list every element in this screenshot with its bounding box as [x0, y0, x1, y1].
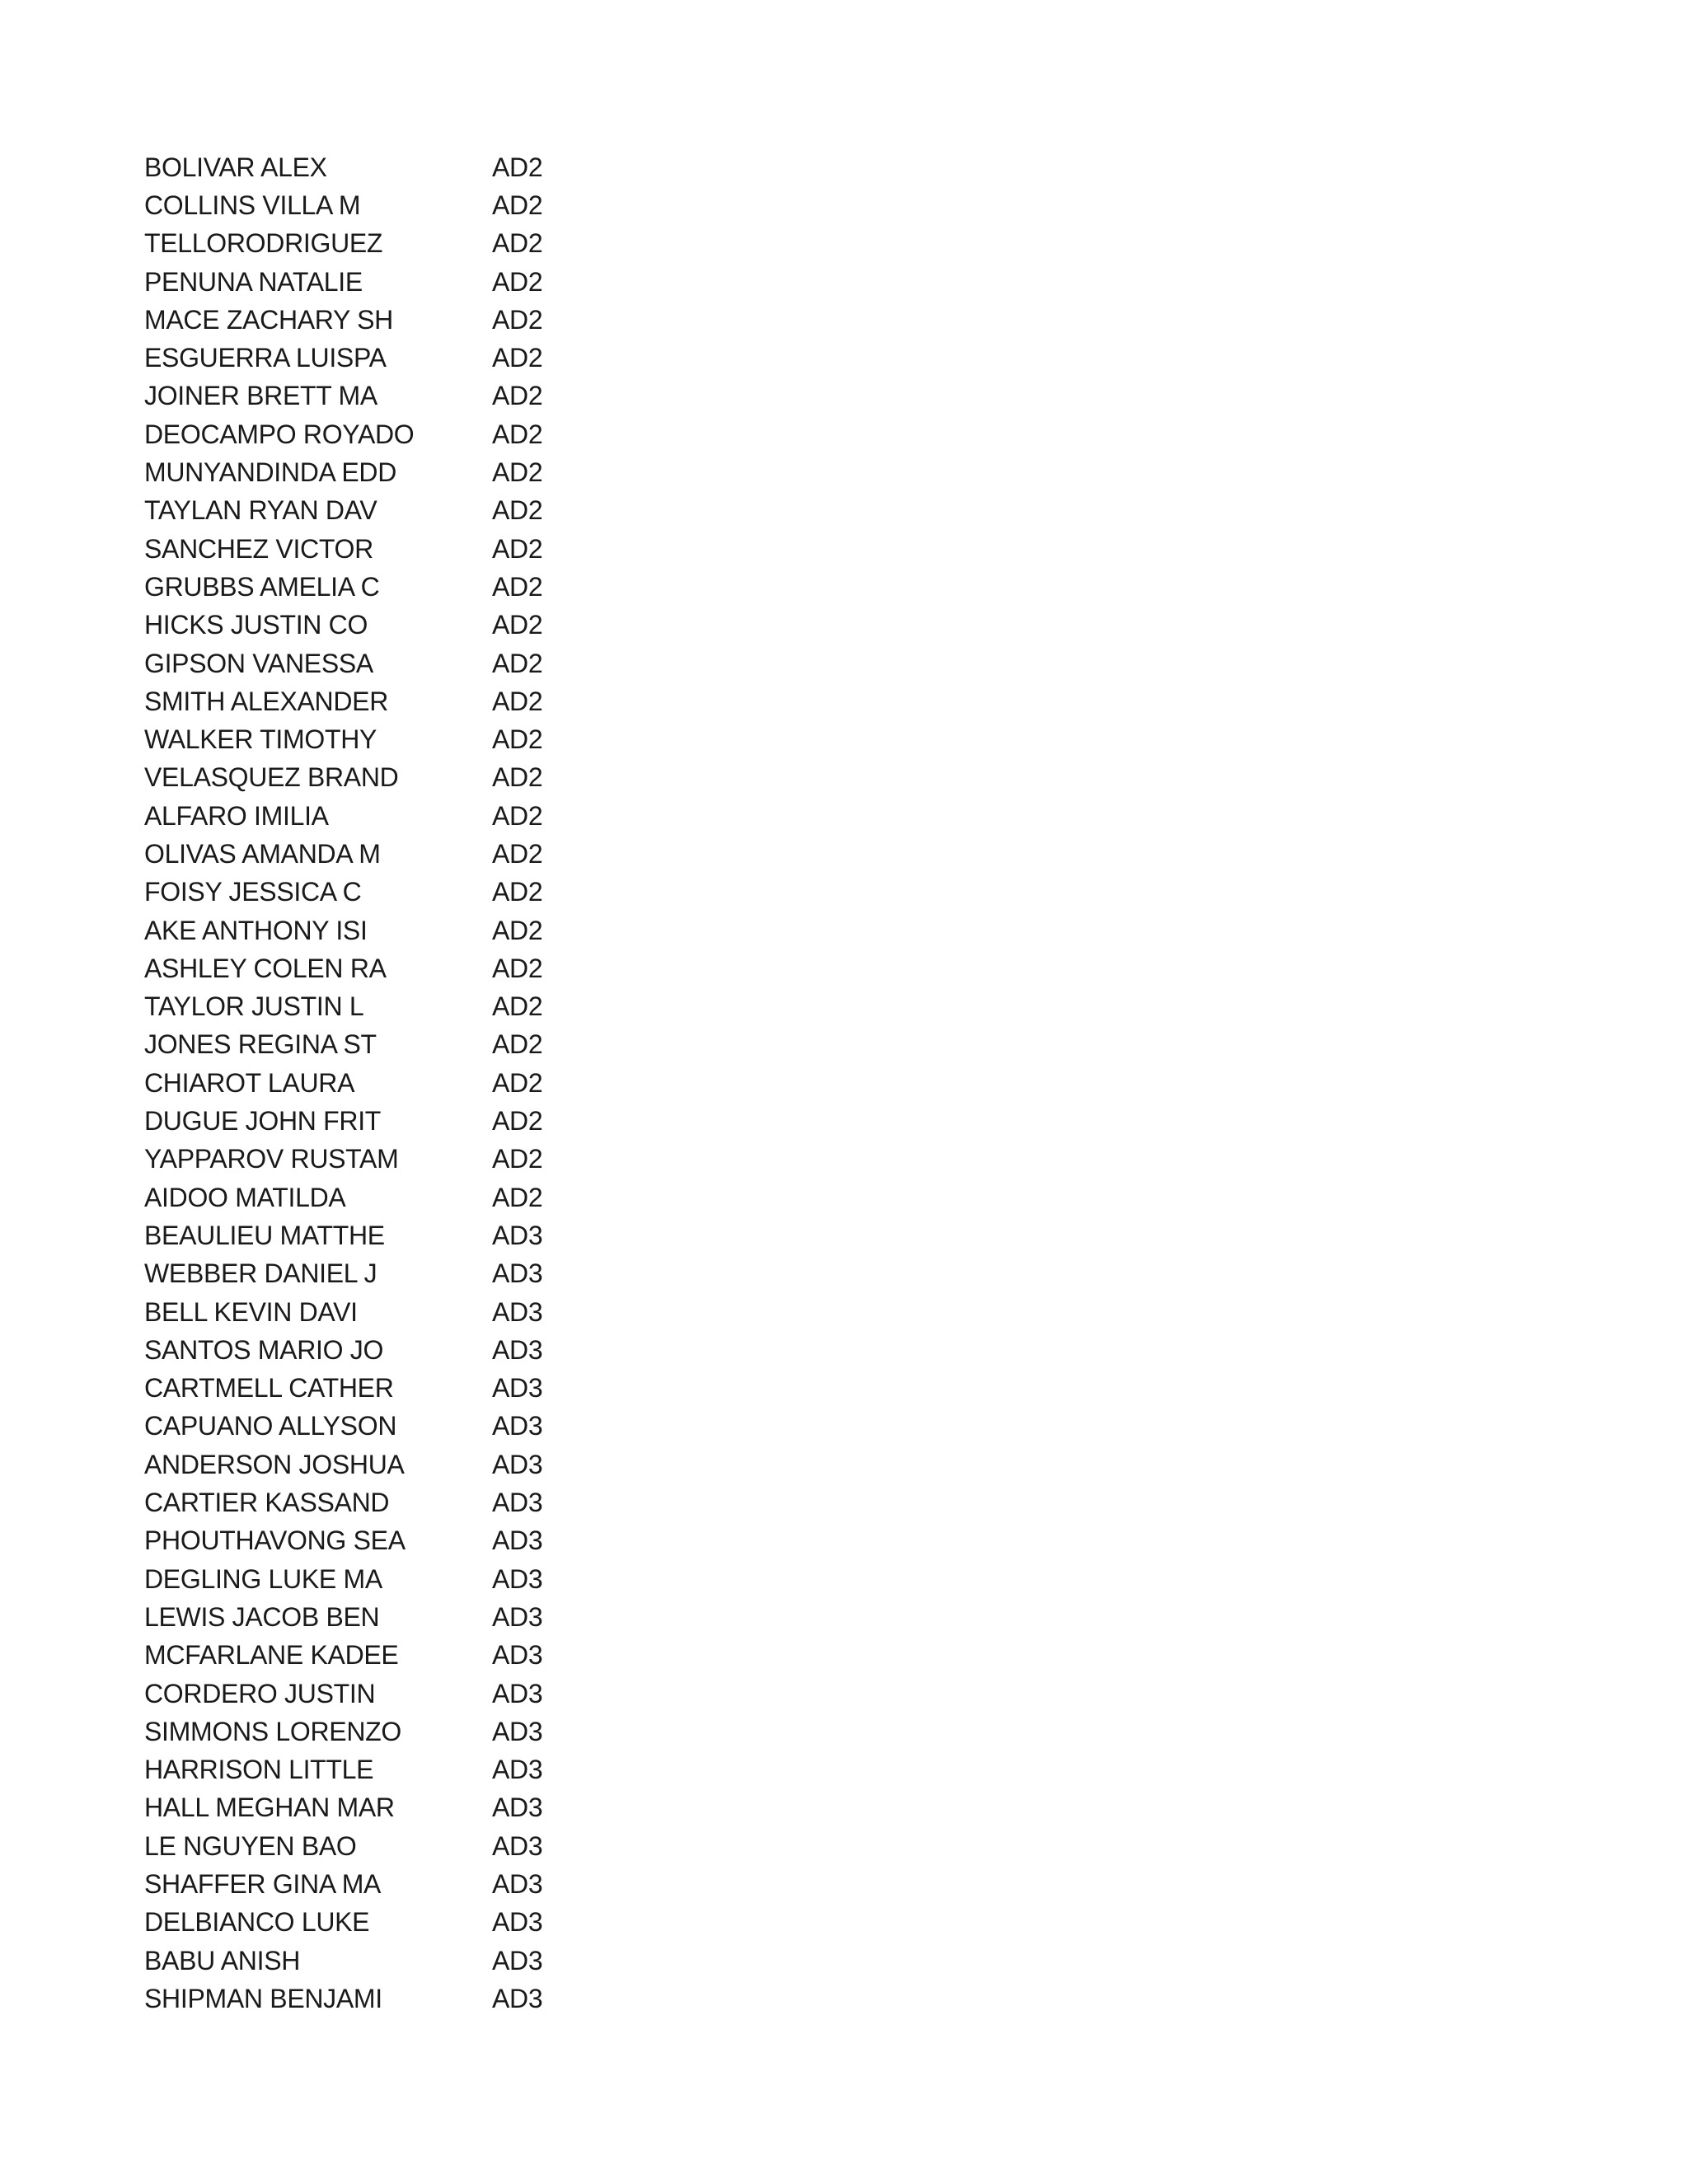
group-code: AD2 [492, 1106, 543, 1137]
group-code: AD2 [492, 724, 543, 755]
name-code-list [144, 148, 639, 2018]
person-name: VELASQUEZ BRAND [144, 762, 399, 793]
list-item [144, 874, 639, 912]
person-name: SHIPMAN BENJAMI [144, 1983, 382, 2013]
group-code: AD2 [492, 648, 543, 678]
person-name: WEBBER DANIEL J [144, 1258, 377, 1289]
list-item [144, 1942, 639, 1980]
group-code: AD2 [492, 419, 543, 449]
person-name: CARTIER KASSAND [144, 1488, 390, 1518]
group-code: AD2 [492, 610, 543, 640]
list-item [144, 1713, 639, 1750]
person-name: DUGUE JOHN FRIT [144, 1106, 382, 1137]
list-item [144, 1637, 639, 1675]
person-name: MCFARLANE KADEE [144, 1640, 399, 1671]
person-name: HARRISON LITTLE [144, 1755, 374, 1785]
person-name: LE NGUYEN BAO [144, 1830, 357, 1861]
list-item [144, 682, 639, 720]
group-code: AD2 [492, 304, 543, 335]
list-item [144, 759, 639, 797]
group-code: AD2 [492, 1029, 543, 1060]
list-item [144, 1789, 639, 1827]
list-item [144, 1370, 639, 1408]
group-code: AD3 [492, 1678, 543, 1708]
group-code: AD2 [492, 915, 543, 945]
group-code: AD2 [492, 877, 543, 907]
list-item [144, 912, 639, 949]
person-name: WALKER TIMOTHY [144, 724, 377, 755]
person-name: SMITH ALEXANDER [144, 686, 389, 716]
group-code: AD2 [492, 266, 543, 297]
person-name: JOINER BRETT MA [144, 381, 377, 411]
person-name: BELL KEVIN DAVI [144, 1296, 358, 1327]
group-code: AD2 [492, 1182, 543, 1212]
person-name: SHAFFER GINA MA [144, 1869, 382, 1899]
group-code: AD3 [492, 1601, 543, 1632]
person-name: HALL MEGHAN MAR [144, 1793, 395, 1823]
person-name: FOISY JESSICA C [144, 877, 362, 907]
person-name: ESGUERRA LUISPA [144, 343, 387, 373]
group-code: AD2 [492, 495, 543, 526]
person-name: CARTMELL CATHER [144, 1373, 394, 1404]
list-item [144, 1904, 639, 1942]
person-name: AIDOO MATILDA [144, 1182, 346, 1212]
group-code: AD3 [492, 1945, 543, 1975]
person-name: DELBIANCO LUKE [144, 1907, 370, 1938]
list-item [144, 492, 639, 530]
list-item [144, 1179, 639, 1216]
group-code: AD3 [492, 1983, 543, 2013]
person-name: AKE ANTHONY ISI [144, 915, 368, 945]
person-name: PENUNA NATALIE [144, 266, 363, 297]
list-item [144, 1980, 639, 2018]
group-code: AD3 [492, 1488, 543, 1518]
group-code: AD2 [492, 991, 543, 1022]
person-name: DEOCAMPO ROYADO [144, 419, 415, 449]
person-name: BOLIVAR ALEX [144, 152, 327, 182]
person-name: ALFARO IMILIA [144, 800, 329, 831]
person-name: ANDERSON JOSHUA [144, 1449, 405, 1479]
list-item [144, 797, 639, 835]
group-code: AD3 [492, 1563, 543, 1594]
group-code: AD2 [492, 953, 543, 983]
list-item [144, 835, 639, 873]
group-code: AD3 [492, 1373, 543, 1404]
group-code: AD2 [492, 1144, 543, 1174]
group-code: AD3 [492, 1830, 543, 1861]
group-code: AD3 [492, 1526, 543, 1556]
group-code: AD3 [492, 1411, 543, 1441]
list-item [144, 1675, 639, 1713]
list-item [144, 1064, 639, 1102]
group-code: AD2 [492, 762, 543, 793]
list-item [144, 1560, 639, 1598]
group-code: AD3 [492, 1220, 543, 1250]
person-name: LEWIS JACOB BEN [144, 1601, 380, 1632]
group-code: AD2 [492, 1067, 543, 1098]
list-item [144, 1102, 639, 1140]
group-code: AD2 [492, 457, 543, 488]
group-code: AD2 [492, 381, 543, 411]
group-code: AD3 [492, 1258, 543, 1289]
list-item [144, 1827, 639, 1865]
person-name: GIPSON VANESSA [144, 648, 373, 678]
person-name: YAPPAROV RUSTAM [144, 1144, 399, 1174]
group-code: AD3 [492, 1716, 543, 1746]
person-name: PHOUTHAVONG SEA [144, 1526, 406, 1556]
list-item [144, 988, 639, 1026]
group-code: AD2 [492, 343, 543, 373]
list-item [144, 1216, 639, 1254]
list-item [144, 1865, 639, 1903]
person-name: COLLINS VILLA M [144, 190, 361, 220]
list-item [144, 1483, 639, 1521]
group-code: AD3 [492, 1296, 543, 1327]
group-code: AD2 [492, 838, 543, 869]
group-code: AD2 [492, 686, 543, 716]
person-name: CORDERO JUSTIN [144, 1678, 376, 1708]
person-name: BABU ANISH [144, 1945, 301, 1975]
list-item [144, 1598, 639, 1636]
person-name: TAYLOR JUSTIN L [144, 991, 364, 1022]
person-name: JONES REGINA ST [144, 1029, 377, 1060]
list-item [144, 1331, 639, 1369]
group-code: AD2 [492, 228, 543, 259]
list-item [144, 415, 639, 453]
person-name: TAYLAN RYAN DAV [144, 495, 377, 526]
list-item [144, 186, 639, 224]
list-item [144, 1408, 639, 1446]
list-item [144, 453, 639, 491]
list-item [144, 1293, 639, 1331]
group-code: AD2 [492, 800, 543, 831]
person-name: MACE ZACHARY SH [144, 304, 393, 335]
group-code: AD3 [492, 1755, 543, 1785]
group-code: AD3 [492, 1869, 543, 1899]
person-name: SANTOS MARIO JO [144, 1334, 384, 1365]
group-code: AD2 [492, 571, 543, 602]
person-name: DEGLING LUKE MA [144, 1563, 382, 1594]
group-code: AD3 [492, 1640, 543, 1671]
list-item [144, 1446, 639, 1483]
list-item [144, 225, 639, 263]
list-item [144, 1026, 639, 1064]
list-item [144, 949, 639, 987]
person-name: BEAULIEU MATTHE [144, 1220, 385, 1250]
group-code: AD2 [492, 190, 543, 220]
list-item [144, 644, 639, 682]
list-item [144, 568, 639, 606]
list-item [144, 148, 639, 186]
list-item [144, 1522, 639, 1560]
person-name: SANCHEZ VICTOR [144, 533, 373, 564]
group-code: AD3 [492, 1334, 543, 1365]
person-name: SIMMONS LORENZO [144, 1716, 401, 1746]
person-name: GRUBBS AMELIA C [144, 571, 380, 602]
person-name: MUNYANDINDA EDD [144, 457, 397, 488]
person-name: OLIVAS AMANDA M [144, 838, 381, 869]
list-item [144, 377, 639, 415]
list-item [144, 301, 639, 339]
group-code: AD3 [492, 1907, 543, 1938]
group-code: AD2 [492, 152, 543, 182]
person-name: TELLORODRIGUEZ [144, 228, 383, 259]
list-item [144, 263, 639, 301]
group-code: AD3 [492, 1793, 543, 1823]
person-name: ASHLEY COLEN RA [144, 953, 387, 983]
person-name: CHIAROT LAURA [144, 1067, 355, 1098]
group-code: AD2 [492, 533, 543, 564]
list-item [144, 1255, 639, 1293]
list-item [144, 1750, 639, 1788]
list-item [144, 530, 639, 568]
person-name: CAPUANO ALLYSON [144, 1411, 397, 1441]
list-item [144, 1141, 639, 1179]
list-item [144, 720, 639, 758]
group-code: AD3 [492, 1449, 543, 1479]
person-name: HICKS JUSTIN CO [144, 610, 368, 640]
list-item [144, 607, 639, 644]
list-item [144, 339, 639, 377]
